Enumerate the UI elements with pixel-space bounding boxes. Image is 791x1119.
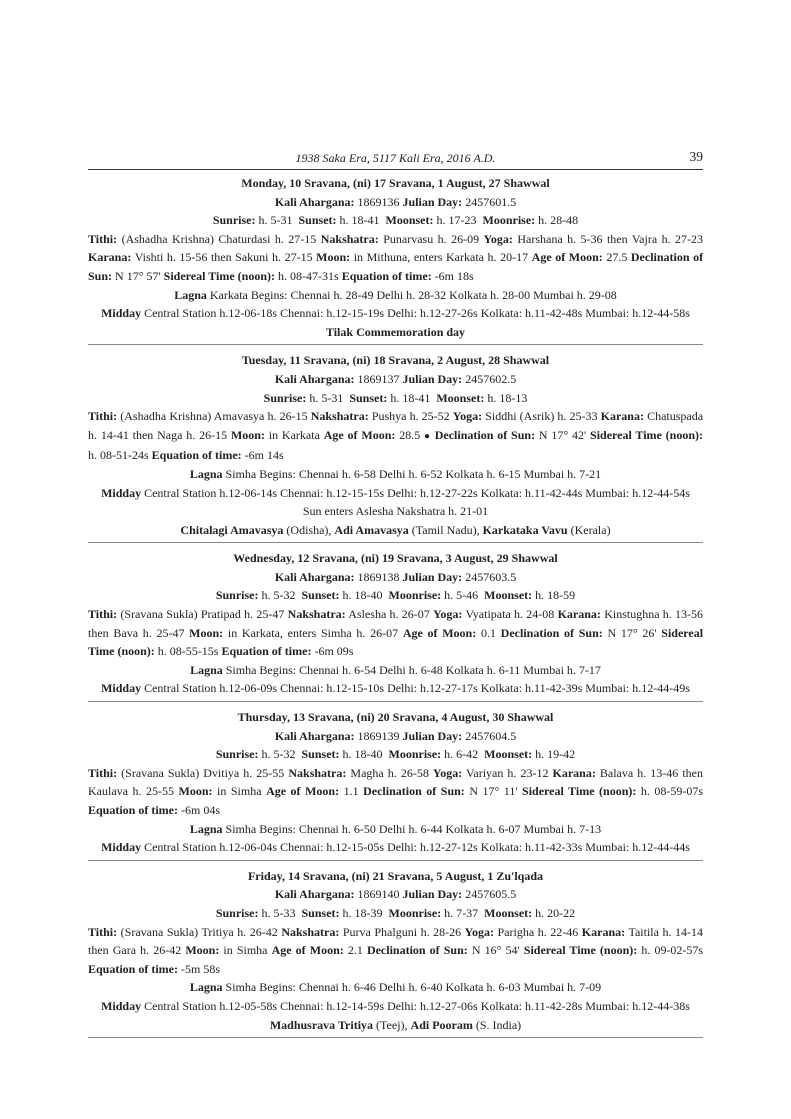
festival-line — [88, 521, 703, 540]
value-sunset: h. 18-39 — [342, 905, 383, 920]
value-sunrise: h. 5-32 — [261, 588, 296, 603]
value-sunset: h. 18-41 — [390, 390, 431, 405]
label-julian-day: Julian Day: — [402, 371, 463, 386]
label-kali-ahargana: Kali Ahargana: — [274, 371, 355, 386]
value-equation: -6m 14s — [244, 448, 284, 463]
panchang-line — [88, 230, 703, 249]
lagna-line — [88, 661, 703, 680]
day-entry-friday — [88, 867, 703, 1038]
sun-moon-times — [88, 389, 703, 408]
label-kali-ahargana: Kali Ahargana: — [274, 728, 355, 743]
panchang-line — [88, 624, 703, 643]
label-declination-full: Declination of Sun: — [434, 427, 536, 442]
value-tithi: (Sravana Sukla) Pratipad h. 25-47 — [120, 607, 285, 622]
value-julian-day: 2457602.5 — [465, 371, 517, 386]
label-karana: Karana: — [552, 765, 596, 780]
value-yoga: Parigha h. 22-46 — [497, 924, 579, 939]
label-sunset: Sunset: — [301, 588, 340, 603]
label-moonrise: Moonrise: — [388, 747, 442, 762]
value-sidereal: h. 08-51-24s — [88, 448, 149, 463]
value-yoga: Vyatipata h. 24-08 — [465, 607, 555, 622]
value-kali-ahargana: 1869136 — [357, 194, 400, 209]
value-sunrise: h. 5-31 — [258, 213, 293, 228]
value-festival-1-place: (Teej), — [376, 1017, 408, 1032]
value-moonrise: h. 5-46 — [444, 588, 479, 603]
value-festival-2-place: (S. India) — [475, 1017, 522, 1032]
label-sunrise: Sunrise: — [263, 390, 307, 405]
label-sunset: Sunset: — [298, 213, 337, 228]
label-sidereal-full: Sidereal Time (noon): — [163, 268, 276, 283]
label-midday: Midday — [101, 840, 142, 855]
value-age-of-moon: 1.1 — [343, 784, 359, 799]
value-lagna: Karkata Begins: Chennai h. 28-49 Delhi h. 28-32 Kolkata h. 28-00 Mumbai h. 29-08 — [209, 287, 617, 302]
header-rule — [88, 169, 703, 170]
ahargana-line — [88, 568, 703, 587]
page-number: 39 — [689, 149, 703, 164]
value-tithi: (Ashadha Krishna) Chaturdasi h. 27-15 — [121, 231, 317, 246]
sun-moon-times — [88, 211, 703, 230]
running-title: 1938 Saka Era, 5117 Kali Era, 2016 A.D. — [295, 151, 496, 165]
value-karana-line2: then Bava h. 25-47 — [88, 625, 185, 640]
label-midday: Midday — [101, 485, 142, 500]
value-lagna: Simha Begins: Chennai h. 6-50 Delhi h. 6-44 Kolkata h. 6-07 Mumbai h. 7-13 — [225, 821, 602, 836]
ahargana-line — [88, 193, 703, 212]
panchang-line — [88, 764, 703, 783]
panchang-line — [88, 267, 703, 286]
value-nakshatra: Magha h. 26-58 — [350, 765, 429, 780]
label-karana: Karana: — [581, 924, 626, 939]
new-moon-icon: ● — [424, 430, 431, 442]
value-sidereal: h. 09-02-57s — [641, 943, 704, 958]
lagna-line — [88, 820, 703, 839]
label-lagna: Lagna — [189, 821, 223, 836]
value-moon: in Karkata, enters Simha h. 26-07 — [227, 625, 399, 640]
value-festival: Tilak Commemoration day — [325, 324, 466, 339]
day-heading — [88, 174, 703, 193]
value-lagna: Simha Begins: Chennai h. 6-54 Delhi h. 6-48 Kolkata h. 6-11 Mumbai h. 7-17 — [225, 662, 601, 677]
value-moon: in Simha — [217, 784, 262, 799]
label-tithi: Tithi: — [88, 607, 118, 622]
label-moon: Moon: — [178, 784, 213, 799]
label-yoga: Yoga: — [464, 924, 494, 939]
value-julian-day: 2457603.5 — [465, 569, 517, 584]
value-moonrise: h. 7-37 — [444, 905, 479, 920]
value-karana-line2: h. 14-41 then Naga h. 26-15 — [88, 427, 228, 442]
panchang-line — [88, 426, 703, 447]
label-yoga: Yoga: — [432, 765, 463, 780]
label-julian-day: Julian Day: — [402, 194, 463, 209]
label-sunset: Sunset: — [301, 905, 340, 920]
value-julian-day: 2457605.5 — [465, 887, 517, 902]
label-equation-of-time: Equation of time: — [151, 448, 242, 463]
day-heading — [88, 549, 703, 568]
value-festival-2: Adi Pooram — [410, 1017, 473, 1032]
value-sidereal: h. 08-47-31s — [278, 268, 339, 283]
label-kali-ahargana: Kali Ahargana: — [274, 194, 355, 209]
label-moon: Moon: — [230, 427, 265, 442]
ahargana-line — [88, 885, 703, 904]
value-sunrise: h. 5-31 — [309, 390, 344, 405]
day-entry-tuesday — [88, 351, 703, 543]
label-declination: Declination of — [630, 250, 704, 265]
panchang-line — [88, 960, 703, 979]
value-yoga: Variyan h. 23-12 — [466, 765, 549, 780]
label-tithi: Tithi: — [88, 409, 118, 424]
label-moon: Moon: — [185, 943, 220, 958]
label-sidereal-full: Sidereal Time (noon): — [590, 427, 704, 442]
value-declination: N 17° 57' — [115, 268, 161, 283]
value-moonset: h. 18-13 — [487, 390, 528, 405]
value-lagna: Simha Begins: Chennai h. 6-58 Delhi h. 6-52 Kolkata h. 6-15 Mumbai h. 7-21 — [225, 466, 602, 481]
label-midday: Midday — [101, 998, 142, 1013]
value-sunset: h. 18-40 — [342, 747, 383, 762]
day-entry-wednesday — [88, 549, 703, 702]
label-declination-full: Declination of Sun: — [500, 625, 603, 640]
label-nakshatra: Nakshatra: — [287, 607, 346, 622]
value-declination: N 17° 42' — [538, 427, 587, 442]
sun-moon-times — [88, 586, 703, 605]
value-tithi: (Sravana Sukla) Tritiya h. 26-42 — [120, 924, 278, 939]
value-karana-line2: Kaulava h. 25-55 — [88, 784, 174, 799]
label-julian-day: Julian Day: — [402, 569, 463, 584]
label-sidereal: Sidereal — [661, 625, 704, 640]
day-heading — [88, 351, 703, 370]
value-festival-3-place: (Kerala) — [570, 522, 611, 537]
ahargana-line — [88, 370, 703, 389]
label-yoga: Yoga: — [433, 607, 463, 622]
value-midday: Central Station h.12-05-58s Chennai: h.12-14-59s Delhi: h.12-27-06s Kolkata: h.11-42-28s Mumbai: h.12-44-38s — [144, 998, 690, 1013]
label-sunrise: Sunrise: — [215, 905, 259, 920]
label-age-of-moon: Age of Moon: — [271, 943, 344, 958]
value-moonrise: h. 6-42 — [444, 747, 479, 762]
value-heading: Tuesday, 11 Sravana, (ni) 18 Sravana, 2 August, 28 Shawwal — [241, 353, 550, 368]
value-sunset: h. 18-41 — [339, 213, 380, 228]
value-lagna: Simha Begins: Chennai h. 6-46 Delhi h. 6-40 Kolkata h. 6-03 Mumbai h. 7-09 — [225, 980, 602, 995]
value-midday: Central Station h.12-06-04s Chennai: h.12-15-05s Delhi: h.12-27-12s Kolkata: h.11-42-33s Mumbai: h.12-44-44s — [144, 840, 690, 855]
event-line — [88, 502, 703, 521]
label-kali-ahargana: Kali Ahargana: — [274, 569, 355, 584]
panchang-line — [88, 642, 703, 661]
almanac-content — [88, 174, 703, 1044]
value-julian-day: 2457601.5 — [465, 194, 517, 209]
label-julian-day: Julian Day: — [402, 728, 463, 743]
value-kali-ahargana: 1869137 — [357, 371, 400, 386]
value-karana-line1: Taitila h. 14-14 — [628, 924, 703, 939]
lagna-line — [88, 286, 703, 305]
value-moon: in Karkata — [268, 427, 320, 442]
panchang-line — [88, 446, 703, 465]
label-nakshatra: Nakshatra: — [281, 924, 340, 939]
label-julian-day: Julian Day: — [402, 887, 463, 902]
value-moonset: h. 19-42 — [535, 747, 576, 762]
label-moonset: Moonset: — [436, 390, 485, 405]
label-midday: Midday — [101, 681, 142, 696]
value-sidereal: h. 08-59-07s — [640, 784, 704, 799]
label-yoga: Yoga: — [452, 409, 483, 424]
label-lagna: Lagna — [174, 287, 207, 302]
panchang-line — [88, 782, 703, 801]
label-tithi: Tithi: — [88, 231, 118, 246]
value-midday: Central Station h.12-06-14s Chennai: h.12-15-15s Delhi: h.12-27-22s Kolkata: h.11-42-44s Mumbai: h.12-44-54s — [144, 485, 690, 500]
panchang-line — [88, 923, 703, 942]
label-moonset: Moonset: — [484, 747, 533, 762]
label-nakshatra: Nakshatra: — [310, 409, 369, 424]
value-moonrise: h. 28-48 — [538, 213, 579, 228]
label-time-noon: Time (noon): — [88, 644, 155, 659]
value-age-of-moon: 0.1 — [480, 625, 496, 640]
label-kali-ahargana: Kali Ahargana: — [274, 887, 355, 902]
label-karana: Karana: — [557, 607, 601, 622]
label-declination-full: Declination of Sun: — [366, 943, 468, 958]
value-age-of-moon: 2.1 — [347, 943, 363, 958]
label-sunrise: Sunrise: — [212, 213, 256, 228]
label-equation-of-time: Equation of time: — [341, 268, 432, 283]
label-sunset: Sunset: — [301, 747, 340, 762]
value-moonset: h. 18-59 — [535, 588, 576, 603]
value-festival-3: Karkataka Vavu — [482, 522, 568, 537]
page-header — [88, 150, 703, 170]
value-sidereal: h. 08-55-15s — [157, 644, 219, 659]
label-lagna: Lagna — [190, 662, 223, 677]
value-tithi: (Sravana Sukla) Dvitiya h. 25-55 — [121, 765, 285, 780]
day-entry-thursday — [88, 708, 703, 861]
label-moon: Moon: — [316, 250, 351, 265]
value-festival-2-place: (Tamil Nadu), — [411, 522, 480, 537]
value-festival-1-place: (Odisha), — [286, 522, 332, 537]
festival-line — [88, 1016, 703, 1035]
label-equation-of-time: Equation of time: — [221, 644, 312, 659]
label-moonset: Moonset: — [385, 213, 434, 228]
midday-line — [88, 838, 703, 857]
value-sunrise: h. 5-33 — [261, 905, 296, 920]
label-nakshatra: Nakshatra: — [288, 765, 347, 780]
ahargana-line — [88, 727, 703, 746]
sun-moon-times — [88, 745, 703, 764]
label-sunrise: Sunrise: — [215, 588, 259, 603]
label-moonset: Moonset: — [484, 588, 533, 603]
day-entry-monday — [88, 174, 703, 345]
label-midday: Midday — [101, 306, 142, 321]
lagna-line — [88, 465, 703, 484]
label-age-of-moon: Age of Moon: — [323, 427, 396, 442]
value-sunset: h. 18-40 — [342, 588, 383, 603]
day-heading — [88, 867, 703, 886]
label-tithi: Tithi: — [88, 924, 118, 939]
label-sunset: Sunset: — [349, 390, 388, 405]
value-equation: -6m 04s — [181, 803, 220, 817]
value-moon: in Simha — [223, 943, 268, 958]
value-moonset: h. 17-23 — [436, 213, 477, 228]
panchang-line — [88, 941, 703, 960]
value-festival-1: Madhusrava Tritiya — [269, 1017, 374, 1032]
value-karana-line1: Balava h. 13-46 then — [599, 765, 703, 780]
value-nakshatra: Pushya h. 25-52 — [371, 409, 450, 424]
panchang-line — [88, 801, 703, 820]
value-karana: Vishti h. 15-56 then Sakuni h. 27-15 — [134, 250, 313, 265]
value-kali-ahargana: 1869138 — [357, 569, 400, 584]
value-kali-ahargana: 1869140 — [357, 887, 400, 902]
value-equation: -6m 18s — [434, 268, 474, 283]
panchang-line — [88, 407, 703, 426]
value-heading: Monday, 10 Sravana, (ni) 17 Sravana, 1 August, 27 Shawwal — [241, 176, 550, 190]
panchang-line — [88, 605, 703, 624]
value-julian-day: 2457604.5 — [465, 728, 517, 743]
value-heading: Thursday, 13 Sravana, (ni) 20 Sravana, 4 August, 30 Shawwal — [237, 710, 554, 725]
value-yoga: Siddhi (Asrik) h. 25-33 — [485, 409, 598, 424]
panchang-line — [88, 248, 703, 267]
value-karana-line1: Chatuspada — [647, 409, 704, 424]
value-age-of-moon: 28.5 — [399, 427, 421, 442]
value-tithi: (Ashadha Krishna) Amavasya h. 26-15 — [120, 409, 308, 424]
value-festival-1: Chitalagi Amavasya — [180, 522, 284, 537]
label-sunrise: Sunrise: — [215, 747, 259, 762]
value-equation: -5m 58s — [181, 961, 220, 976]
day-heading — [88, 708, 703, 727]
value-heading: Friday, 14 Sravana, (ni) 21 Sravana, 5 August, 1 Zu'lqada — [247, 868, 544, 883]
value-nakshatra: Punarvasu h. 26-09 — [383, 231, 480, 246]
midday-line — [88, 304, 703, 323]
value-moon: in Mithuna, enters Karkata h. 20-17 — [353, 250, 529, 265]
value-kali-ahargana: 1869139 — [357, 728, 400, 743]
value-extra: Sun enters Aslesha Nakshatra h. 21-01 — [302, 504, 489, 519]
label-yoga: Yoga: — [483, 231, 513, 246]
value-declination: N 17° 11' — [469, 784, 518, 799]
label-moonset: Moonset: — [484, 905, 533, 920]
value-heading: Wednesday, 12 Sravana, (ni) 19 Sravana, 3 August, 29 Shawwal — [233, 551, 558, 566]
label-moonrise: Moonrise: — [482, 213, 536, 228]
label-sidereal-full: Sidereal Time (noon): — [522, 784, 637, 799]
value-nakshatra: Purva Phalguni h. 28-26 — [342, 924, 462, 939]
value-moonset: h. 20-22 — [535, 905, 576, 920]
value-yoga: Harshana h. 5-36 then Vajra h. 27-23 — [517, 231, 704, 246]
value-midday: Central Station h.12-06-18s Chennai: h.12-15-19s Delhi: h.12-27-26s Kolkata: h.11-42-48s Mumbai: h.12-44-58s — [144, 306, 690, 321]
label-age-of-moon: Age of Moon: — [266, 784, 340, 799]
label-nakshatra: Nakshatra: — [320, 231, 379, 246]
value-nakshatra: Aslesha h. 26-07 — [348, 607, 430, 622]
label-age-of-moon: Age of Moon: — [402, 625, 477, 640]
label-lagna: Lagna — [189, 466, 223, 481]
midday-line — [88, 997, 703, 1016]
value-karana-line1: Kinstughna h. 13-56 — [604, 607, 704, 622]
festival-line — [88, 323, 703, 342]
label-lagna: Lagna — [189, 980, 223, 995]
label-tithi: Tithi: — [88, 765, 118, 780]
label-equation-of-time: Equation of time: — [88, 961, 178, 976]
label-equation-of-time: Equation of time: — [88, 803, 178, 817]
value-declination: N 16° 54' — [471, 943, 520, 958]
sun-moon-times — [88, 904, 703, 923]
label-declination-full: Declination of Sun: — [363, 784, 465, 799]
value-equation: -6m 09s — [314, 644, 354, 659]
value-sunrise: h. 5-32 — [261, 747, 296, 762]
label-moon: Moon: — [189, 625, 224, 640]
value-age-of-moon: 27.5 — [606, 250, 628, 265]
label-moonrise: Moonrise: — [388, 588, 442, 603]
value-festival-2: Adi Amavasya — [334, 522, 409, 537]
value-declination: N 17° 26' — [607, 625, 657, 640]
lagna-line — [88, 978, 703, 997]
label-karana: Karana: — [88, 250, 132, 265]
label-sun: Sun: — [88, 268, 113, 283]
midday-line — [88, 484, 703, 503]
label-sidereal-full: Sidereal Time (noon): — [523, 943, 638, 958]
value-karana-line2: then Gara h. 26-42 — [88, 943, 182, 958]
label-moonrise: Moonrise: — [388, 905, 442, 920]
value-midday: Central Station h.12-06-09s Chennai: h.12-15-10s Delhi: h.12-27-17s Kolkata: h.11-42-39s Mumbai: h.12-44-49s — [144, 681, 690, 696]
midday-line — [88, 679, 703, 698]
label-karana: Karana: — [600, 409, 644, 424]
label-age-of-moon: Age of Moon: — [531, 250, 603, 265]
